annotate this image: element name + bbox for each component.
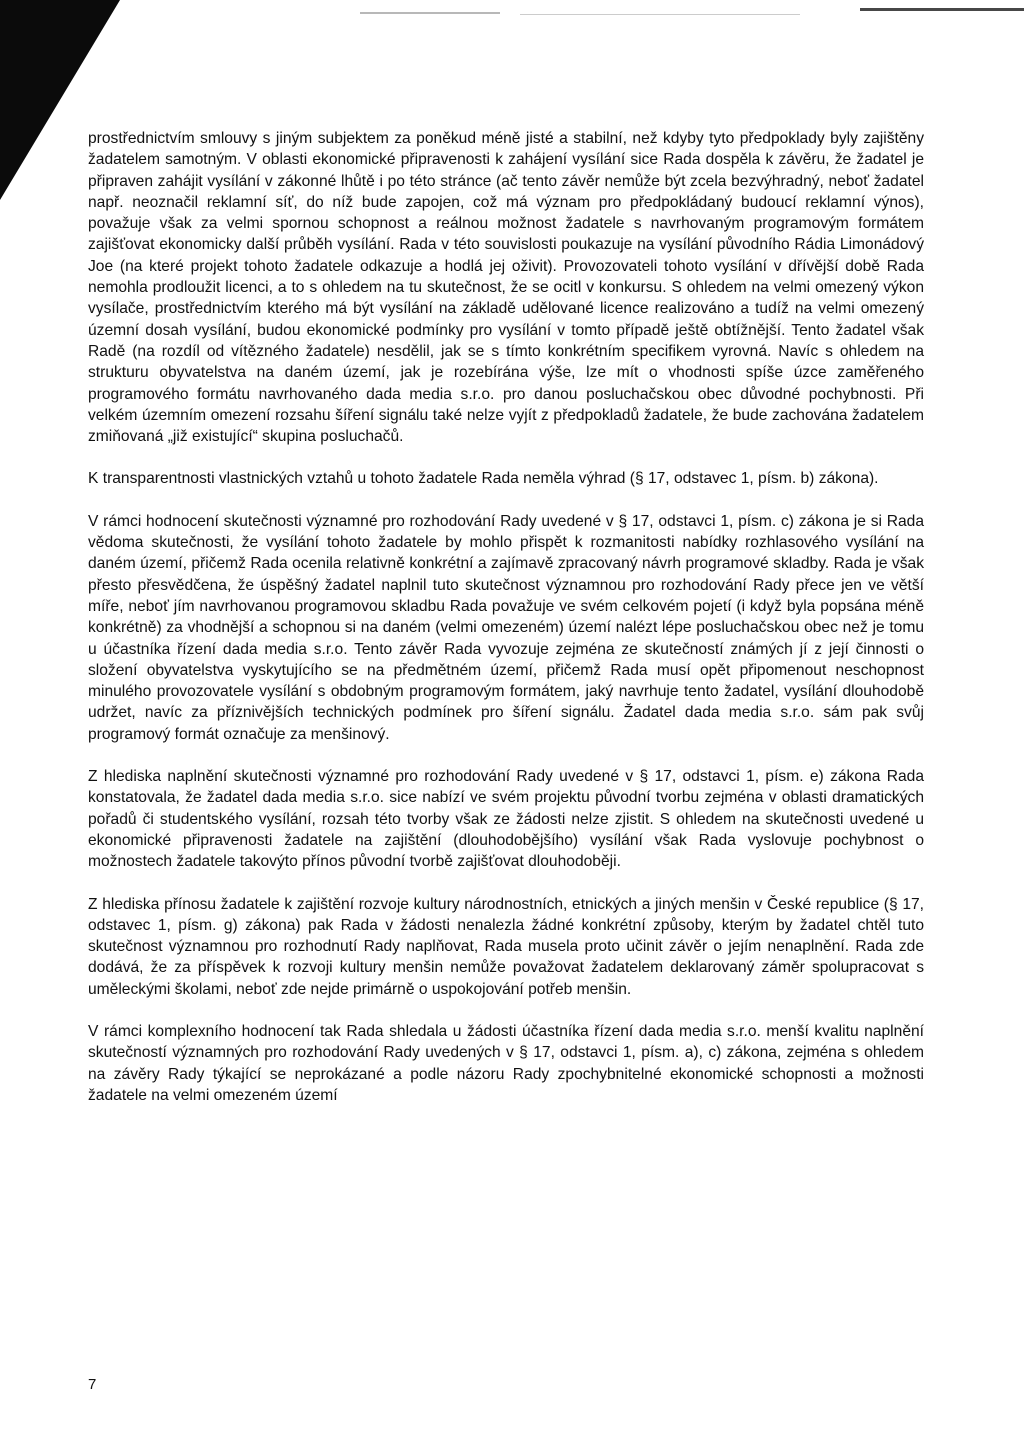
paragraph-gap	[88, 447, 924, 468]
document-body	[88, 128, 924, 1106]
paragraph-gap	[88, 745, 924, 766]
paragraph-ownership-transparency: K transparentnosti vlastnických vztahů u tohoto žadatele Rada neměla výhrad (§ 17, odstavec 1, písm. b) zákona).	[88, 470, 879, 488]
scan-artifact-line	[860, 8, 1024, 11]
scan-artifact-line	[520, 14, 800, 15]
page-number: 7	[88, 1376, 97, 1393]
paragraph-gap	[88, 490, 924, 511]
paragraph-gap	[88, 1000, 924, 1021]
paragraph-overall-evaluation: V rámci komplexního hodnocení tak Rada shledala u žádosti účastníka řízení dada media s.r.o. menší kvalitu naplnění skutečností významných pro rozhodování Rady uvedených v § 17, odstavci 1, písm. a), c) zákona, zejména s ohledem na závěry Rady týkající se neprokázané a podle názoru Rady zpochybnitelné ekonomické schopnosti a možnosti žadatele na velmi omezeném území	[88, 1022, 924, 1104]
paragraph-economic-readiness: prostřednictvím smlouvy s jiným subjektem za poněkud méně jisté a stabilní, než kdyby tyto předpoklady byly zajištěny žadatelem samotným. V oblasti ekonomické připravenosti k zahájení vysílání sice Rada dospěla k závěru, že žadatel je připraven zahájit vysílání v zákonné lhůtě i po této stránce (ač tento závěr nemůže být zcela bezvýhradný, neboť žadatel např. neoznačil reklamní síť, do níž bude zapojen, což má význam pro předpokládaný budoucí reklamní výnos), považuje však za velmi spornou schopnost a reálnou možnost žadatele s navrhovaným programovým formátem zajišťovat ekonomicky další průběh vysílání. Rada v této souvislosti poukazuje na vysílání původního Rádia Limonádový Joe (na které projekt tohoto žadatele odkazuje a hodlá jej oživit). Provozovateli tohoto vysílání v dřívější době Rada nemohla prodloužit licenci, a to s ohledem na tu skutečnost, že se ocitl v konkursu. S ohledem na velmi omezený výkon vysílače, prostřednictvím kterého má být vysílání na základě udělované licence realizováno a tudíž na velmi omezený územní dosah vysílání, budou ekonomické podmínky pro vysílání v tomto případě ještě obtížnější. Tento žadatel však Radě (na rozdíl od vítězného žadatele) nesdělil, jak se s tímto konkrétním specifikem vyrovná. Navíc s ohledem na strukturu obyvatelstva na daném území, jak je rozebírána výše, lze mít o vhodnosti spíše úzce zaměřeného programového formátu navrhovaného dada media s.r.o. pro danou posluchačskou obec důvodné pochybnosti. Při velkém územním omezení rozsahu šíření signálu také nelze vyjít z předpokladů žadatele, že bude zachována žadatelem zmiňovaná „již existující“ skupina posluchačů.	[88, 130, 924, 446]
paragraph-programme-diversity: V rámci hodnocení skutečnosti významné pro rozhodování Rady uvedené v § 17, odstavci 1, písm. c) zákona je si Rada vědoma skutečnosti, že vysílání tohoto žadatele by mohlo přispět k rozmanitosti nabídky rozhlasového vysílání na daném území, přičemž Rada ocenila relativně konkrétní a zajímavě zpracovaný návrh programové skladby. Rada je však přesto přesvědčena, že úspěšný žadatel naplnil tuto skutečnost významnou pro rozhodování Rady přece jen ve větší míře, neboť jím navrhovanou programovou skladbu Rada považuje ve svém celkovém pojetí (i když byla popsána méně konkrétně) za vhodnější a schopnou si na daném (velmi omezeném) území nalézt lépe posluchačskou obec než je tomu u účastníka řízení dada media s.r.o. Tento závěr Rada vyvozuje zejména ze skutečností známých jí z její činnosti o složení obyvatelstva vyskytujícího se na předmětném území, přičemž Rada musí opět připomenout neschopnost minulého provozovatele vysílání s obdobným programovým formátem, jaký navrhuje tento žadatel, vysílání dlouhodobě udržet, navíc za příznivějších technických podmínek pro šíření signálu. Žadatel dada media s.r.o. sám pak svůj programový formát označuje za menšinový.	[88, 512, 924, 743]
scan-artifact-line	[360, 12, 500, 14]
paragraph-minority-culture: Z hlediska přínosu žadatele k zajištění rozvoje kultury národnostních, etnických a jiných menšin v České republice (§ 17, odstavec 1, písm. g) zákona) pak Rada v žádosti nenalezla žádné konkrétní způsoby, kterým by žadatel chtěl tuto skutečnost významnou pro rozhodnutí Rady naplňovat, Rada musela proto učinit závěr o jejím nenaplnění. Rada zde dodává, že za příspěvek k rozvoji kultury menšin nemůže považovat žadatelem deklarovaný záměr spolupracovat s uměleckými školami, neboť zde nejde primárně o uspokojování potřeb menšin.	[88, 895, 924, 998]
paragraph-gap	[88, 873, 924, 894]
paragraph-original-production: Z hlediska naplnění skutečnosti významné pro rozhodování Rady uvedené v § 17, odstavci 1, písm. e) zákona Rada konstatovala, že žadatel dada media s.r.o. sice nabízí ve svém projektu původní tvorbu zejména v oblasti dramatických pořadů či studentského vysílání, rozsah této tvorby však ze žádosti nelze zjistit. S ohledem na skutečnosti uvedené u ekonomické připravenosti žadatele na zajištění (dlouhodobějšího) vysílání však Rada vyslovuje pochybnost o možnostech žadatele takovýto přínos původní tvorbě zajišťovat dlouhodoběji.	[88, 768, 924, 871]
